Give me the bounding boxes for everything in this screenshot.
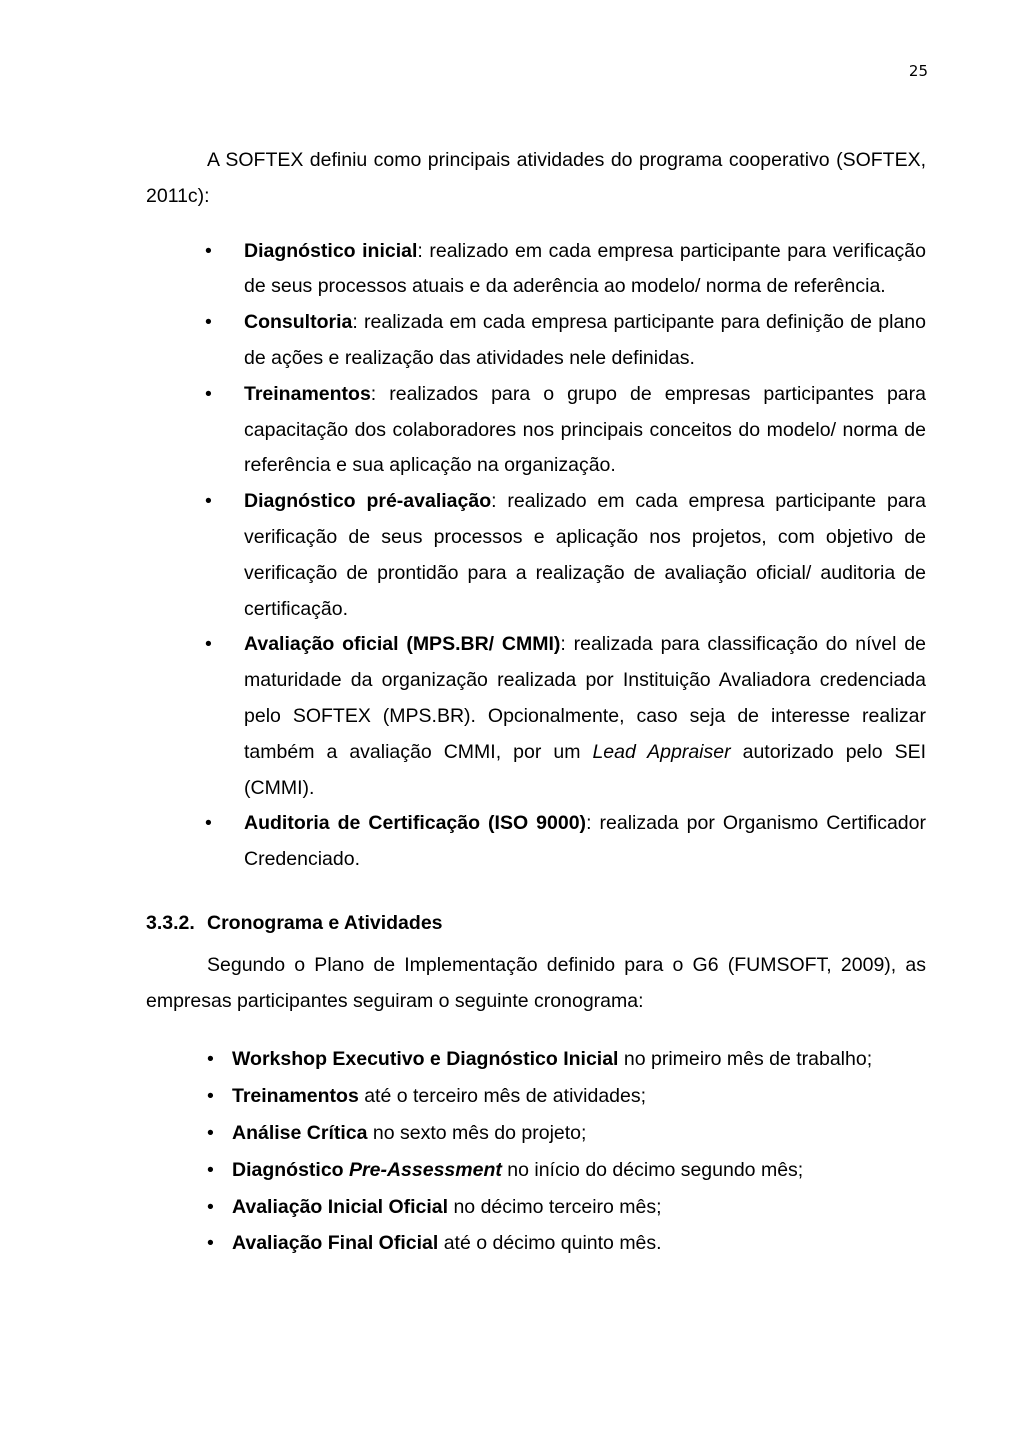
list-item [244, 234, 926, 306]
list-item [244, 484, 926, 627]
schedule-desc: no sexto mês do projeto; [367, 1121, 587, 1144]
schedule-desc: até o terceiro mês de atividades; [358, 1085, 647, 1108]
list-item [244, 806, 926, 878]
list-item [232, 1225, 926, 1262]
activity-term: Diagnóstico pré-avaliação [244, 490, 492, 513]
list-item [244, 627, 926, 806]
schedule-term: Workshop Executivo e Diagnóstico Inicial [232, 1048, 619, 1071]
activity-term: Auditoria de Certificação (ISO 9000) [244, 812, 587, 835]
schedule-desc: no início do décimo segundo mês; [501, 1158, 804, 1181]
schedule-term: Treinamentos [232, 1085, 359, 1108]
list-item [244, 377, 926, 484]
activity-desc: : realizados para o grupo de empresas participantes para capacitação dos colaboradores nos principais conceitos do modelo/ norma de referência e sua aplicação na organização. [244, 382, 926, 477]
schedule-term: Avaliação Final Oficial [232, 1232, 439, 1255]
schedule-term: Avaliação Inicial Oficial [232, 1195, 449, 1218]
activity-term: Treinamentos [244, 382, 371, 405]
list-item [232, 1115, 926, 1152]
activity-term: Consultoria [244, 311, 353, 334]
list-item [232, 1078, 926, 1115]
section-number: 3.3.2. [146, 911, 195, 934]
activity-term: Diagnóstico inicial [244, 239, 418, 262]
activity-desc: : realizado em cada empresa participante para verificação de seus processos e aplicação nos projetos, com objetivo de verificação de prontidão para a realização de avaliação oficial/ auditoria de certificação. [244, 490, 926, 620]
document-body [146, 143, 926, 1262]
schedule-desc: no décimo terceiro mês; [448, 1195, 662, 1218]
schedule-desc: no primeiro mês de trabalho; [618, 1048, 873, 1071]
activities-list [146, 234, 926, 878]
schedule-term: Diagnóstico [232, 1158, 350, 1181]
section-heading [146, 906, 926, 942]
intro-paragraph: A SOFTEX definiu como principais atividades do programa cooperativo (SOFTEX, 2011c): [146, 149, 926, 207]
schedule-list [146, 1041, 926, 1262]
list-item [232, 1189, 926, 1226]
schedule-term: Análise Crítica [232, 1121, 368, 1144]
activity-term: Avaliação oficial (MPS.BR/ CMMI) [244, 633, 561, 656]
schedule-intro-paragraph: Segundo o Plano de Implementação definido para o G6 (FUMSOFT, 2009), as empresas participantes seguiram o seguinte cronograma: [146, 953, 926, 1012]
activity-desc: : realizada em cada empresa participante para definição de plano de ações e realização das atividades nele definidas. [244, 311, 926, 369]
activity-desc: : realizado em cada empresa participante para verificação de seus processos atuais e da aderência ao modelo/ norma de referência. [244, 239, 926, 298]
activity-desc-after: autorizado pelo SEI (CMMI). [244, 740, 927, 799]
section-title: Cronograma e Atividades [207, 911, 443, 934]
activity-desc: : realizada para classificação do nível de maturidade da organização realizada por Instituição Avaliadora credenciada pelo SOFTEX (MPS.BR). Opcionalmente, caso seja de interesse realizar também a avaliação CMMI, por um [244, 633, 926, 763]
activity-desc: : realizada por Organismo Certificador Credenciado. [244, 812, 926, 871]
list-item [244, 305, 926, 377]
activity-italic-term: Lead Appraiser [592, 740, 731, 763]
schedule-desc: até o décimo quinto mês. [438, 1232, 662, 1255]
page-number: 25 [908, 62, 928, 80]
list-item [232, 1041, 926, 1078]
schedule-italic-term: Pre-Assessment [349, 1158, 502, 1181]
list-item [232, 1152, 926, 1189]
